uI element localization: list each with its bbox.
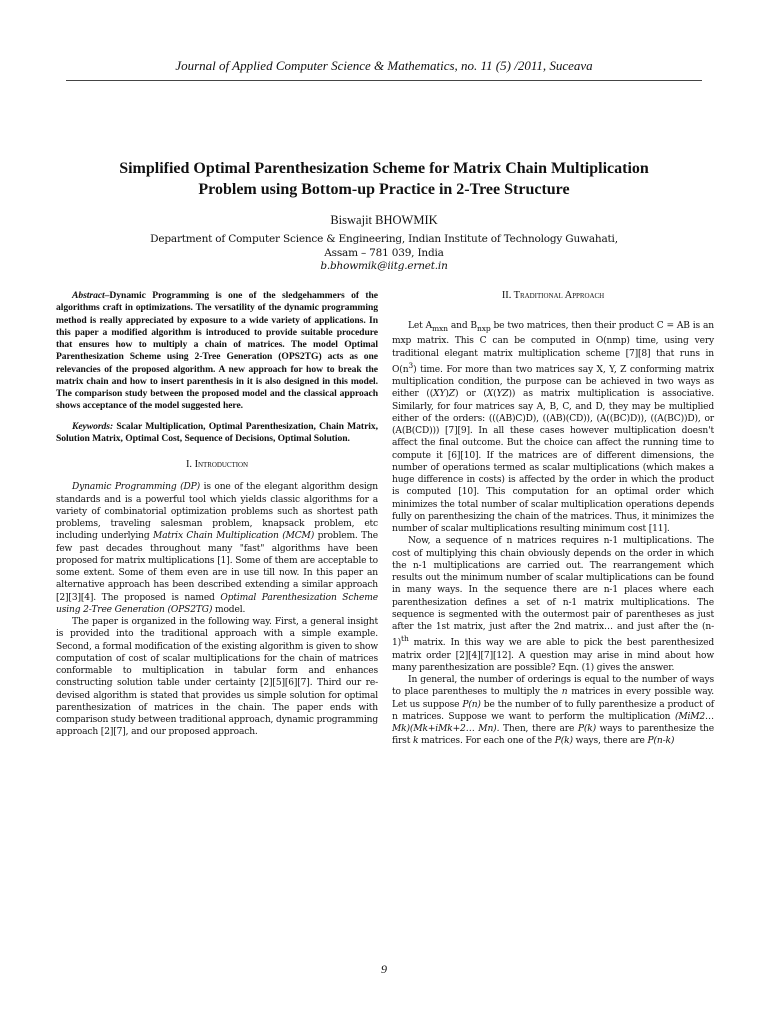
left-column bbox=[56, 290, 378, 739]
paper-title bbox=[70, 158, 698, 200]
dp-term: Dynamic Programming (DP) bbox=[72, 482, 201, 493]
body-text: ) or ( bbox=[454, 389, 487, 400]
superscript: th bbox=[401, 634, 409, 644]
keywords bbox=[56, 421, 378, 446]
header-rule bbox=[66, 80, 702, 81]
body-text: Let A bbox=[408, 321, 432, 332]
body-text: ) time. For more than two matrices say X, Y, Z conforming matrix multiplication condition, the purpose can be achieved in two ways as either (( bbox=[392, 364, 714, 400]
affiliation-line-2: Assam – 781 039, India bbox=[324, 246, 444, 259]
intro-paragraph-1 bbox=[56, 481, 378, 616]
body-text: )) as matrix multiplication is associative. Similarly, for four matrices say A, B, C, and D, they may be multiplied either of the orders: (((AB)C)D), ((AB)(CD)), (A((BC)D)), ((A(BC))D), or (A(B(CD))) [7][9]. In all these cases however multiplication doesn't affect the final outcome. But the choice can affect the running time to compute it [6][10]. If the matrices are of different dimensions, the number of operations termed as scalar multiplications (which makes a huge difference in costs) is affected by the order in which the product is computed [10]. This computation for an optimal order which minimizes the total number of scalar multiplication operations depends fully on parenthesizing the chain of the matrices. Thus, it minimizes the number of scalar multiplications resulting minimum cost [11]. bbox=[392, 389, 714, 535]
traditional-paragraph-3 bbox=[392, 674, 714, 748]
math-term: X bbox=[486, 389, 494, 400]
traditional-paragraph-2 bbox=[392, 535, 714, 674]
page-number: 9 bbox=[381, 962, 387, 976]
math-term: YZ bbox=[496, 389, 509, 400]
body-text: In general, the number of orderings is equal to the number of ways to place parentheses to multiply the bbox=[392, 675, 714, 698]
abstract bbox=[56, 290, 378, 413]
body-text: Now, a sequence of n matrices requires n-1 multiplications. The cost of multiplying this chain obviously depends on the order in which the n-1 multiplications are carried out. The rearrangement which results out the minimum number of scalar multiplications can be found in many ways. In the sequence there are n-1 places where each parenthesization defines a set of n-1 matrix multiplications. The sequence is segmented with the outermost pair of parentheses as just after the 1st matrix, just after the 2nd matrix… and just after the (n-1) bbox=[392, 536, 714, 649]
body-text: ( bbox=[493, 389, 497, 400]
keywords-lead: Keywords: bbox=[72, 420, 114, 432]
superscript: 3 bbox=[408, 360, 414, 370]
math-term: n bbox=[561, 687, 568, 698]
body-text: matrices. For each one of the bbox=[418, 736, 555, 747]
subscript: nxp bbox=[476, 324, 491, 334]
body-text: matrix. In this way we are able to pick the best parenthesized matrix order [2][4][7][12]. A question may arise in mind about how many parenthesization are possible? Eqn. (1) gives the answer. bbox=[392, 638, 714, 673]
math-term: XY bbox=[433, 389, 446, 400]
mcm-term: Matrix Chain Multiplication (MCM) bbox=[153, 531, 315, 542]
keywords-text: Scalar Multiplication, Optimal Parenthesization, Chain Matrix, Solution Matrix, Optimal Cost, Sequence of Decisions, Optimal Solution. bbox=[56, 420, 378, 444]
right-column bbox=[392, 290, 714, 748]
subscript: mxn bbox=[432, 324, 448, 334]
body-text: ) bbox=[445, 389, 449, 400]
intro-heading: I. Introduction bbox=[185, 459, 249, 470]
body-text: and B bbox=[447, 321, 477, 332]
traditional-heading: II. Traditional Approach bbox=[501, 290, 605, 301]
intro-paragraph-2: The paper is organized in the following way. First, a general insight is provided into the traditional approach with a simple example. Second, a formal modification of the existing algorithm is given to show computation of cost of scalar multiplications for the chain of matrices conformable to multiplication in tabular form and enhances constructing solution table under certainty [2][5][6][7]. Third our re-devised algorithm is stated that provides us simple solution for optimal parenthesization of matrices in the chain. The paper ends with comparison study between traditional approach, dynamic programming approach [2][7], and our proposed approach. bbox=[56, 617, 378, 738]
abstract-text: –Dynamic Programming is one of the sledgehammers of the algorithms craft in optimizations. The versatility of the dynamic programming method is really appreciated by exposure to a wide variety of applications. In this paper a modified algorithm is introduced to provide suitable procedure that ensures how to multiply a chain of matrices. The model Optimal Parenthesization Scheme using 2-Tree Generation (OPS2TG) acts as one relevancies of the proposed algorithm. A new approach for how to break the matrix chain and how to insert parenthesis in it is also designed in this model. The comparison study between the proposed model and the classical approach shows acceptance of the model suggested here. bbox=[56, 290, 378, 412]
ops2tg-term: Optimal Parenthesization Scheme using 2-Tree Generation (OPS2TG) bbox=[56, 592, 378, 615]
math-term: P(n) bbox=[462, 699, 481, 710]
affiliation-line-1: Department of Computer Science & Engineering, Indian Institute of Technology Guwahati, bbox=[150, 233, 618, 245]
author-email: b.bhowmik@iitg.ernet.in bbox=[320, 260, 448, 272]
body-text: matrices in every possible way. Let us suppose bbox=[392, 687, 715, 710]
math-term: P(k) bbox=[554, 736, 573, 747]
intro-text: problem. The few past decades throughout many "fast" algorithms have been proposed for matrix multiplications [1]. Some of them are acceptable to some extent. Some of them even are in use till now. In this paper an alternative approach has been described extending a similar approach [2][3][4]. The proposed is named bbox=[56, 531, 379, 603]
math-term: Z bbox=[448, 389, 455, 400]
body-text: be the number of to fully parenthesize a product of n matrices. Suppose we want to perform the multiplication bbox=[392, 699, 714, 722]
title-line-2: Problem using Bottom-up Practice in 2-Tree Structure bbox=[198, 181, 570, 198]
body-text: ways to parenthesize the first bbox=[392, 724, 714, 747]
math-term: P(n-k) bbox=[647, 736, 675, 747]
abstract-lead: Abstract bbox=[72, 290, 105, 301]
intro-text: model. bbox=[212, 604, 246, 615]
math-term: k bbox=[412, 736, 419, 747]
body-text: be two matrices, then their product C = AB is an mxp matrix. This C can be computed in O(nmp) time, using very traditional elegant matrix multiplication scheme [7][8] that runs in O(n bbox=[392, 321, 714, 375]
author-name: Biswajit BHOWMIK bbox=[330, 213, 438, 227]
math-term: P(k) bbox=[577, 724, 596, 735]
title-line-1: Simplified Optimal Parenthesization Scheme for Matrix Chain Multiplication bbox=[119, 160, 649, 177]
body-text: Then, there are bbox=[499, 724, 578, 735]
journal-header: Journal of Applied Computer Science & Mathematics, no. 11 (5) /2011, Suceava bbox=[175, 58, 593, 73]
traditional-paragraph-1 bbox=[392, 320, 714, 535]
affiliation bbox=[90, 233, 678, 274]
body-text: ways, there are bbox=[572, 736, 648, 747]
intro-text: is one of the elegant algorithm design standards and is a powerful tool which yields classic algorithms for a variety of combinatorial optimization problems such as shortest path problems, traveling salesman problem, knapsack problem, etc including underlying bbox=[56, 482, 378, 542]
math-term: (MiM2…Mk)(Mk+iMk+2… Mn). bbox=[392, 711, 714, 735]
